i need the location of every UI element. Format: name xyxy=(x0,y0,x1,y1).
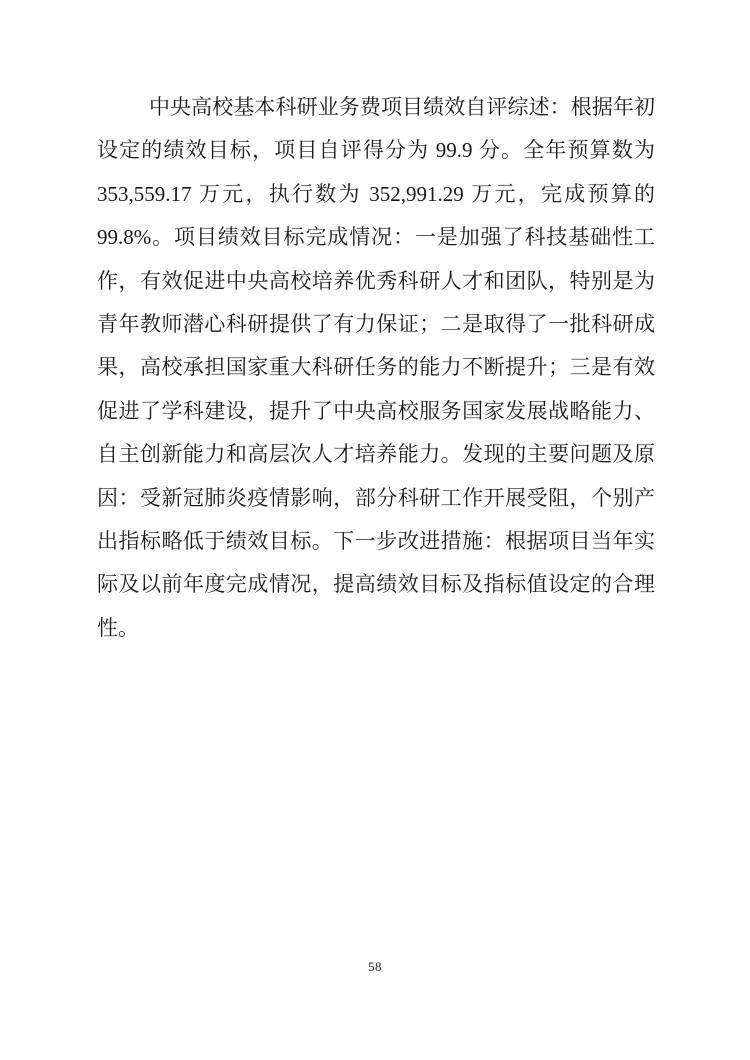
paragraph-line: 353,559.17 万元，执行数为 352,991.29 万元，完成预算的 xyxy=(97,181,655,206)
paragraph-line: 作，有效促进中央高校培养优秀科研人才和团队，特别是为 xyxy=(97,268,655,293)
page-footer xyxy=(0,958,750,976)
paragraph-line: 促进了学科建设，提升了中央高校服务国家发展战略能力、 xyxy=(97,398,655,423)
paragraph-line: 际及以前年度完成情况，提高绩效目标及指标值设定的合理 xyxy=(97,572,655,597)
paragraph-line: 自主创新能力和高层次人才培养能力。发现的主要问题及原 xyxy=(97,442,655,467)
paragraph-line: 果，高校承担国家重大科研任务的能力不断提升；三是有效 xyxy=(97,355,655,380)
page-number: 58 xyxy=(368,959,382,974)
paragraph-line: 性。 xyxy=(97,615,139,640)
paragraph-line: 出指标略低于绩效目标。下一步改进措施：根据项目当年实 xyxy=(97,529,655,554)
paragraph-line: 中央高校基本科研业务费项目绩效自评综述：根据年初 xyxy=(149,95,655,119)
paragraph-line: 设定的绩效目标，项目自评得分为 99.9 分。全年预算数为 xyxy=(97,138,655,163)
paragraph-line: 99.8%。项目绩效目标完成情况：一是加强了科技基础性工 xyxy=(97,225,655,250)
paragraph-line: 青年教师潜心科研提供了有力保证；二是取得了一批科研成 xyxy=(97,312,655,337)
paragraph xyxy=(97,86,655,650)
paragraph-line: 因：受新冠肺炎疫情影响，部分科研工作开展受阻，个别产 xyxy=(97,485,655,510)
